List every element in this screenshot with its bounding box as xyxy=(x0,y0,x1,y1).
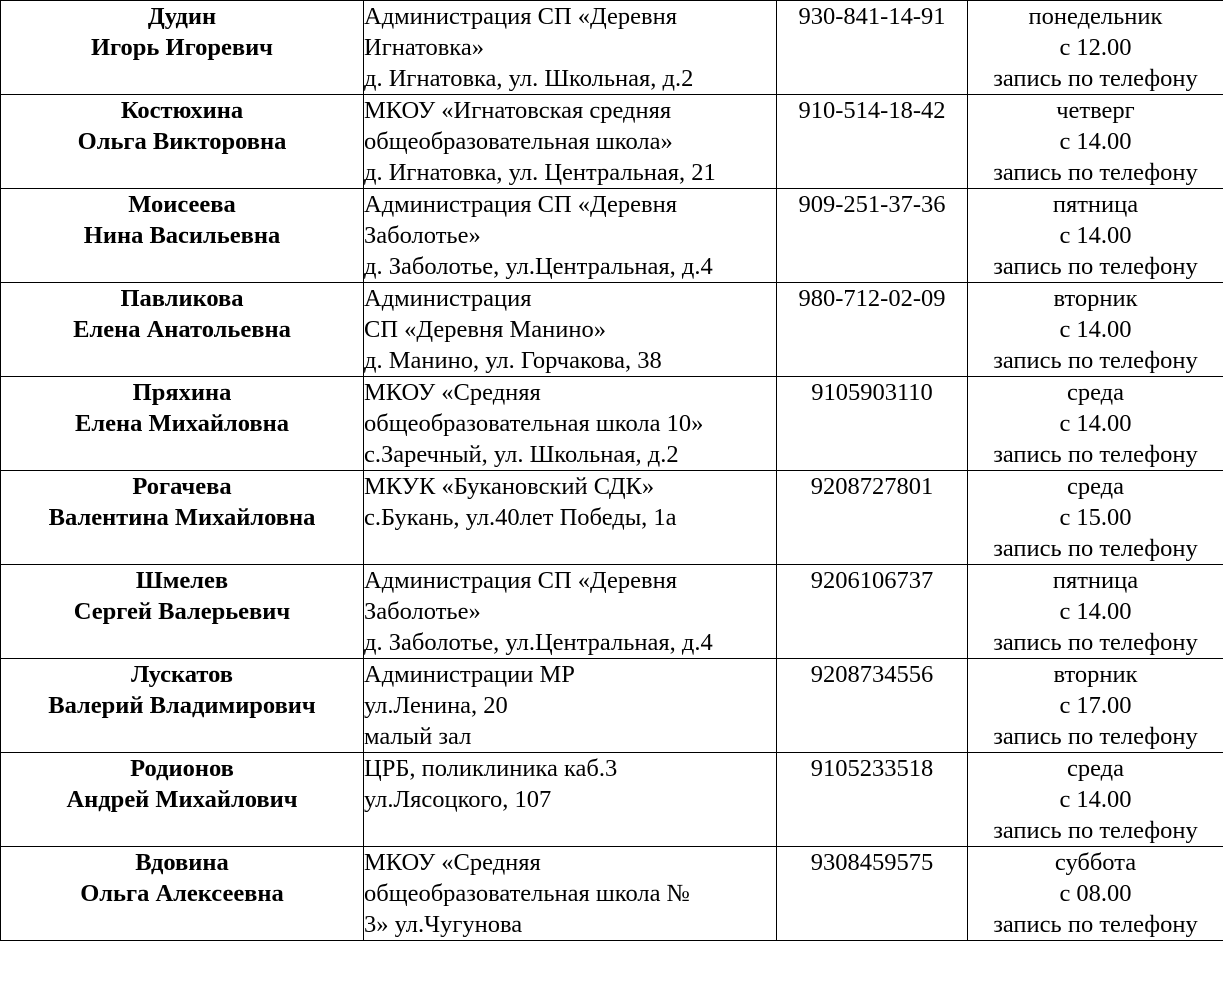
place-line: Администрация xyxy=(364,285,532,312)
reception-place-cell xyxy=(364,565,777,659)
reception-day: четверг xyxy=(1056,97,1135,124)
place-line: СП «Деревня Манино» xyxy=(364,316,606,343)
reception-time-cell xyxy=(968,847,1223,941)
appointment-note: запись по телефону xyxy=(993,65,1198,92)
person-given-name: Ольга Алексеевна xyxy=(80,880,284,907)
phone-number: 9208727801 xyxy=(810,473,934,500)
phone-cell xyxy=(777,847,968,941)
place-line: д. Игнатовка, ул. Центральная, 21 xyxy=(364,159,716,186)
phone-cell xyxy=(777,471,968,565)
reception-time: с 08.00 xyxy=(1059,880,1132,907)
reception-time: с 15.00 xyxy=(1059,504,1132,531)
person-name-cell xyxy=(1,753,364,847)
place-line: малый зал xyxy=(364,723,472,750)
person-name-cell xyxy=(1,283,364,377)
place-line: Администрация СП «Деревня xyxy=(364,191,677,218)
phone-cell xyxy=(777,283,968,377)
phone-cell xyxy=(777,377,968,471)
reception-place-cell xyxy=(364,471,777,565)
reception-day: вторник xyxy=(1053,285,1138,312)
appointment-note: запись по телефону xyxy=(993,629,1198,656)
appointment-note: запись по телефону xyxy=(993,159,1198,186)
person-name-cell xyxy=(1,659,364,753)
person-given-name: Валентина Михайловна xyxy=(48,504,316,531)
phone-number: 9105903110 xyxy=(811,379,933,406)
place-line: с.Букань, ул.40лет Победы, 1а xyxy=(364,504,677,531)
reception-day: пятница xyxy=(1052,567,1139,594)
person-surname: Рогачева xyxy=(132,473,232,500)
person-name-cell xyxy=(1,1,364,95)
appointment-note: запись по телефону xyxy=(993,911,1198,938)
reception-time: с 14.00 xyxy=(1059,786,1132,813)
reception-day: понедельник xyxy=(1028,3,1163,30)
phone-cell xyxy=(777,753,968,847)
phone-number: 909-251-37-36 xyxy=(798,191,946,218)
reception-time: с 14.00 xyxy=(1059,316,1132,343)
reception-place-cell xyxy=(364,847,777,941)
table-row xyxy=(1,189,1223,283)
reception-day: среда xyxy=(1066,473,1124,500)
phone-cell xyxy=(777,189,968,283)
place-line: ЦРБ, поликлиника каб.3 xyxy=(364,755,618,782)
place-line: д. Манино, ул. Горчакова, 38 xyxy=(364,347,662,374)
reception-time-cell xyxy=(968,565,1223,659)
table-row xyxy=(1,753,1223,847)
person-name-cell xyxy=(1,189,364,283)
person-surname: Лускатов xyxy=(131,661,233,688)
reception-day: среда xyxy=(1066,379,1124,406)
reception-time-cell xyxy=(968,1,1223,95)
person-name-cell xyxy=(1,847,364,941)
person-name-cell xyxy=(1,377,364,471)
reception-time-cell xyxy=(968,471,1223,565)
reception-time: с 14.00 xyxy=(1059,128,1132,155)
reception-place-cell xyxy=(364,1,777,95)
reception-time-cell xyxy=(968,189,1223,283)
place-line: ул.Ленина, 20 xyxy=(364,692,508,719)
person-given-name: Нина Васильевна xyxy=(83,222,281,249)
person-surname: Вдовина xyxy=(135,849,229,876)
place-line: Администрация СП «Деревня xyxy=(364,567,677,594)
reception-place-cell xyxy=(364,95,777,189)
place-line: общеобразовательная школа» xyxy=(364,128,673,155)
place-line: ул.Лясоцкого, 107 xyxy=(364,786,552,813)
reception-time: с 12.00 xyxy=(1059,34,1132,61)
appointment-note: запись по телефону xyxy=(993,535,1198,562)
reception-place-cell xyxy=(364,659,777,753)
place-line: с.Заречный, ул. Школьная, д.2 xyxy=(364,441,679,468)
reception-day: пятница xyxy=(1052,191,1139,218)
place-line: общеобразовательная школа № xyxy=(364,880,690,907)
reception-time: с 14.00 xyxy=(1059,410,1132,437)
table-row xyxy=(1,1,1223,95)
reception-day: вторник xyxy=(1053,661,1138,688)
phone-cell xyxy=(777,1,968,95)
reception-time: с 14.00 xyxy=(1059,222,1132,249)
phone-number: 9206106737 xyxy=(810,567,934,594)
phone-number: 980-712-02-09 xyxy=(798,285,946,312)
table-body xyxy=(1,1,1223,941)
place-line: общеобразовательная школа 10» xyxy=(364,410,704,437)
person-surname: Родионов xyxy=(130,755,234,782)
person-surname: Костюхина xyxy=(120,97,244,124)
reception-time-cell xyxy=(968,377,1223,471)
phone-cell xyxy=(777,95,968,189)
appointment-note: запись по телефону xyxy=(993,441,1198,468)
reception-place-cell xyxy=(364,377,777,471)
reception-day: суббота xyxy=(1054,849,1137,876)
place-line: МКОУ «Средняя xyxy=(364,849,541,876)
person-surname: Дудин xyxy=(147,3,217,30)
reception-time-cell xyxy=(968,753,1223,847)
phone-number: 930-841-14-91 xyxy=(798,3,946,30)
reception-time-cell xyxy=(968,95,1223,189)
table-row xyxy=(1,565,1223,659)
reception-time-cell xyxy=(968,283,1223,377)
person-given-name: Сергей Валерьевич xyxy=(73,598,291,625)
place-line xyxy=(364,533,776,564)
person-surname: Моисеева xyxy=(128,191,236,218)
place-line: Игнатовка» xyxy=(364,34,484,61)
table-row xyxy=(1,377,1223,471)
person-given-name: Елена Анатольевна xyxy=(73,316,291,343)
person-given-name: Елена Михайловна xyxy=(75,410,289,437)
reception-place-cell xyxy=(364,283,777,377)
phone-number: 9208734556 xyxy=(810,661,934,688)
phone-cell xyxy=(777,565,968,659)
place-line: Заболотье» xyxy=(364,598,481,625)
place-line: Администрация СП «Деревня xyxy=(364,3,677,30)
person-surname: Павликова xyxy=(120,285,244,312)
reception-time-cell xyxy=(968,659,1223,753)
place-line: МКОУ «Средняя xyxy=(364,379,541,406)
reception-day: среда xyxy=(1066,755,1124,782)
person-name-cell xyxy=(1,95,364,189)
table-row xyxy=(1,95,1223,189)
appointment-note: запись по телефону xyxy=(993,817,1198,844)
person-given-name: Андрей Михайлович xyxy=(66,786,298,813)
phone-number: 9105233518 xyxy=(810,755,934,782)
reception-place-cell xyxy=(364,753,777,847)
table-row xyxy=(1,659,1223,753)
person-surname: Шмелев xyxy=(135,567,229,594)
place-line xyxy=(364,815,776,846)
phone-cell xyxy=(777,659,968,753)
place-line: Заболотье» xyxy=(364,222,481,249)
table-row xyxy=(1,471,1223,565)
place-line: 3» ул.Чугунова xyxy=(364,911,523,938)
person-name-cell xyxy=(1,471,364,565)
place-line: МКОУ «Игнатовская средняя xyxy=(364,97,672,124)
reception-time: с 17.00 xyxy=(1059,692,1132,719)
reception-time: с 14.00 xyxy=(1059,598,1132,625)
person-surname: Пряхина xyxy=(132,379,232,406)
place-line: Администрации МР xyxy=(364,661,575,688)
appointment-note: запись по телефону xyxy=(993,723,1198,750)
reception-place-cell xyxy=(364,189,777,283)
table-row xyxy=(1,283,1223,377)
place-line: МКУК «Букановский СДК» xyxy=(364,473,655,500)
table-row xyxy=(1,847,1223,941)
person-given-name: Игорь Игоревич xyxy=(90,34,273,61)
person-given-name: Ольга Викторовна xyxy=(77,128,287,155)
appointment-note: запись по телефону xyxy=(993,253,1198,280)
phone-number: 9308459575 xyxy=(810,849,934,876)
place-line: д. Заболотье, ул.Центральная, д.4 xyxy=(364,629,713,656)
phone-number: 910-514-18-42 xyxy=(798,97,946,124)
appointment-note: запись по телефону xyxy=(993,347,1198,374)
place-line: д. Игнатовка, ул. Школьная, д.2 xyxy=(364,65,694,92)
place-line: д. Заболотье, ул.Центральная, д.4 xyxy=(364,253,713,280)
person-name-cell xyxy=(1,565,364,659)
person-given-name: Валерий Владимирович xyxy=(48,692,316,719)
